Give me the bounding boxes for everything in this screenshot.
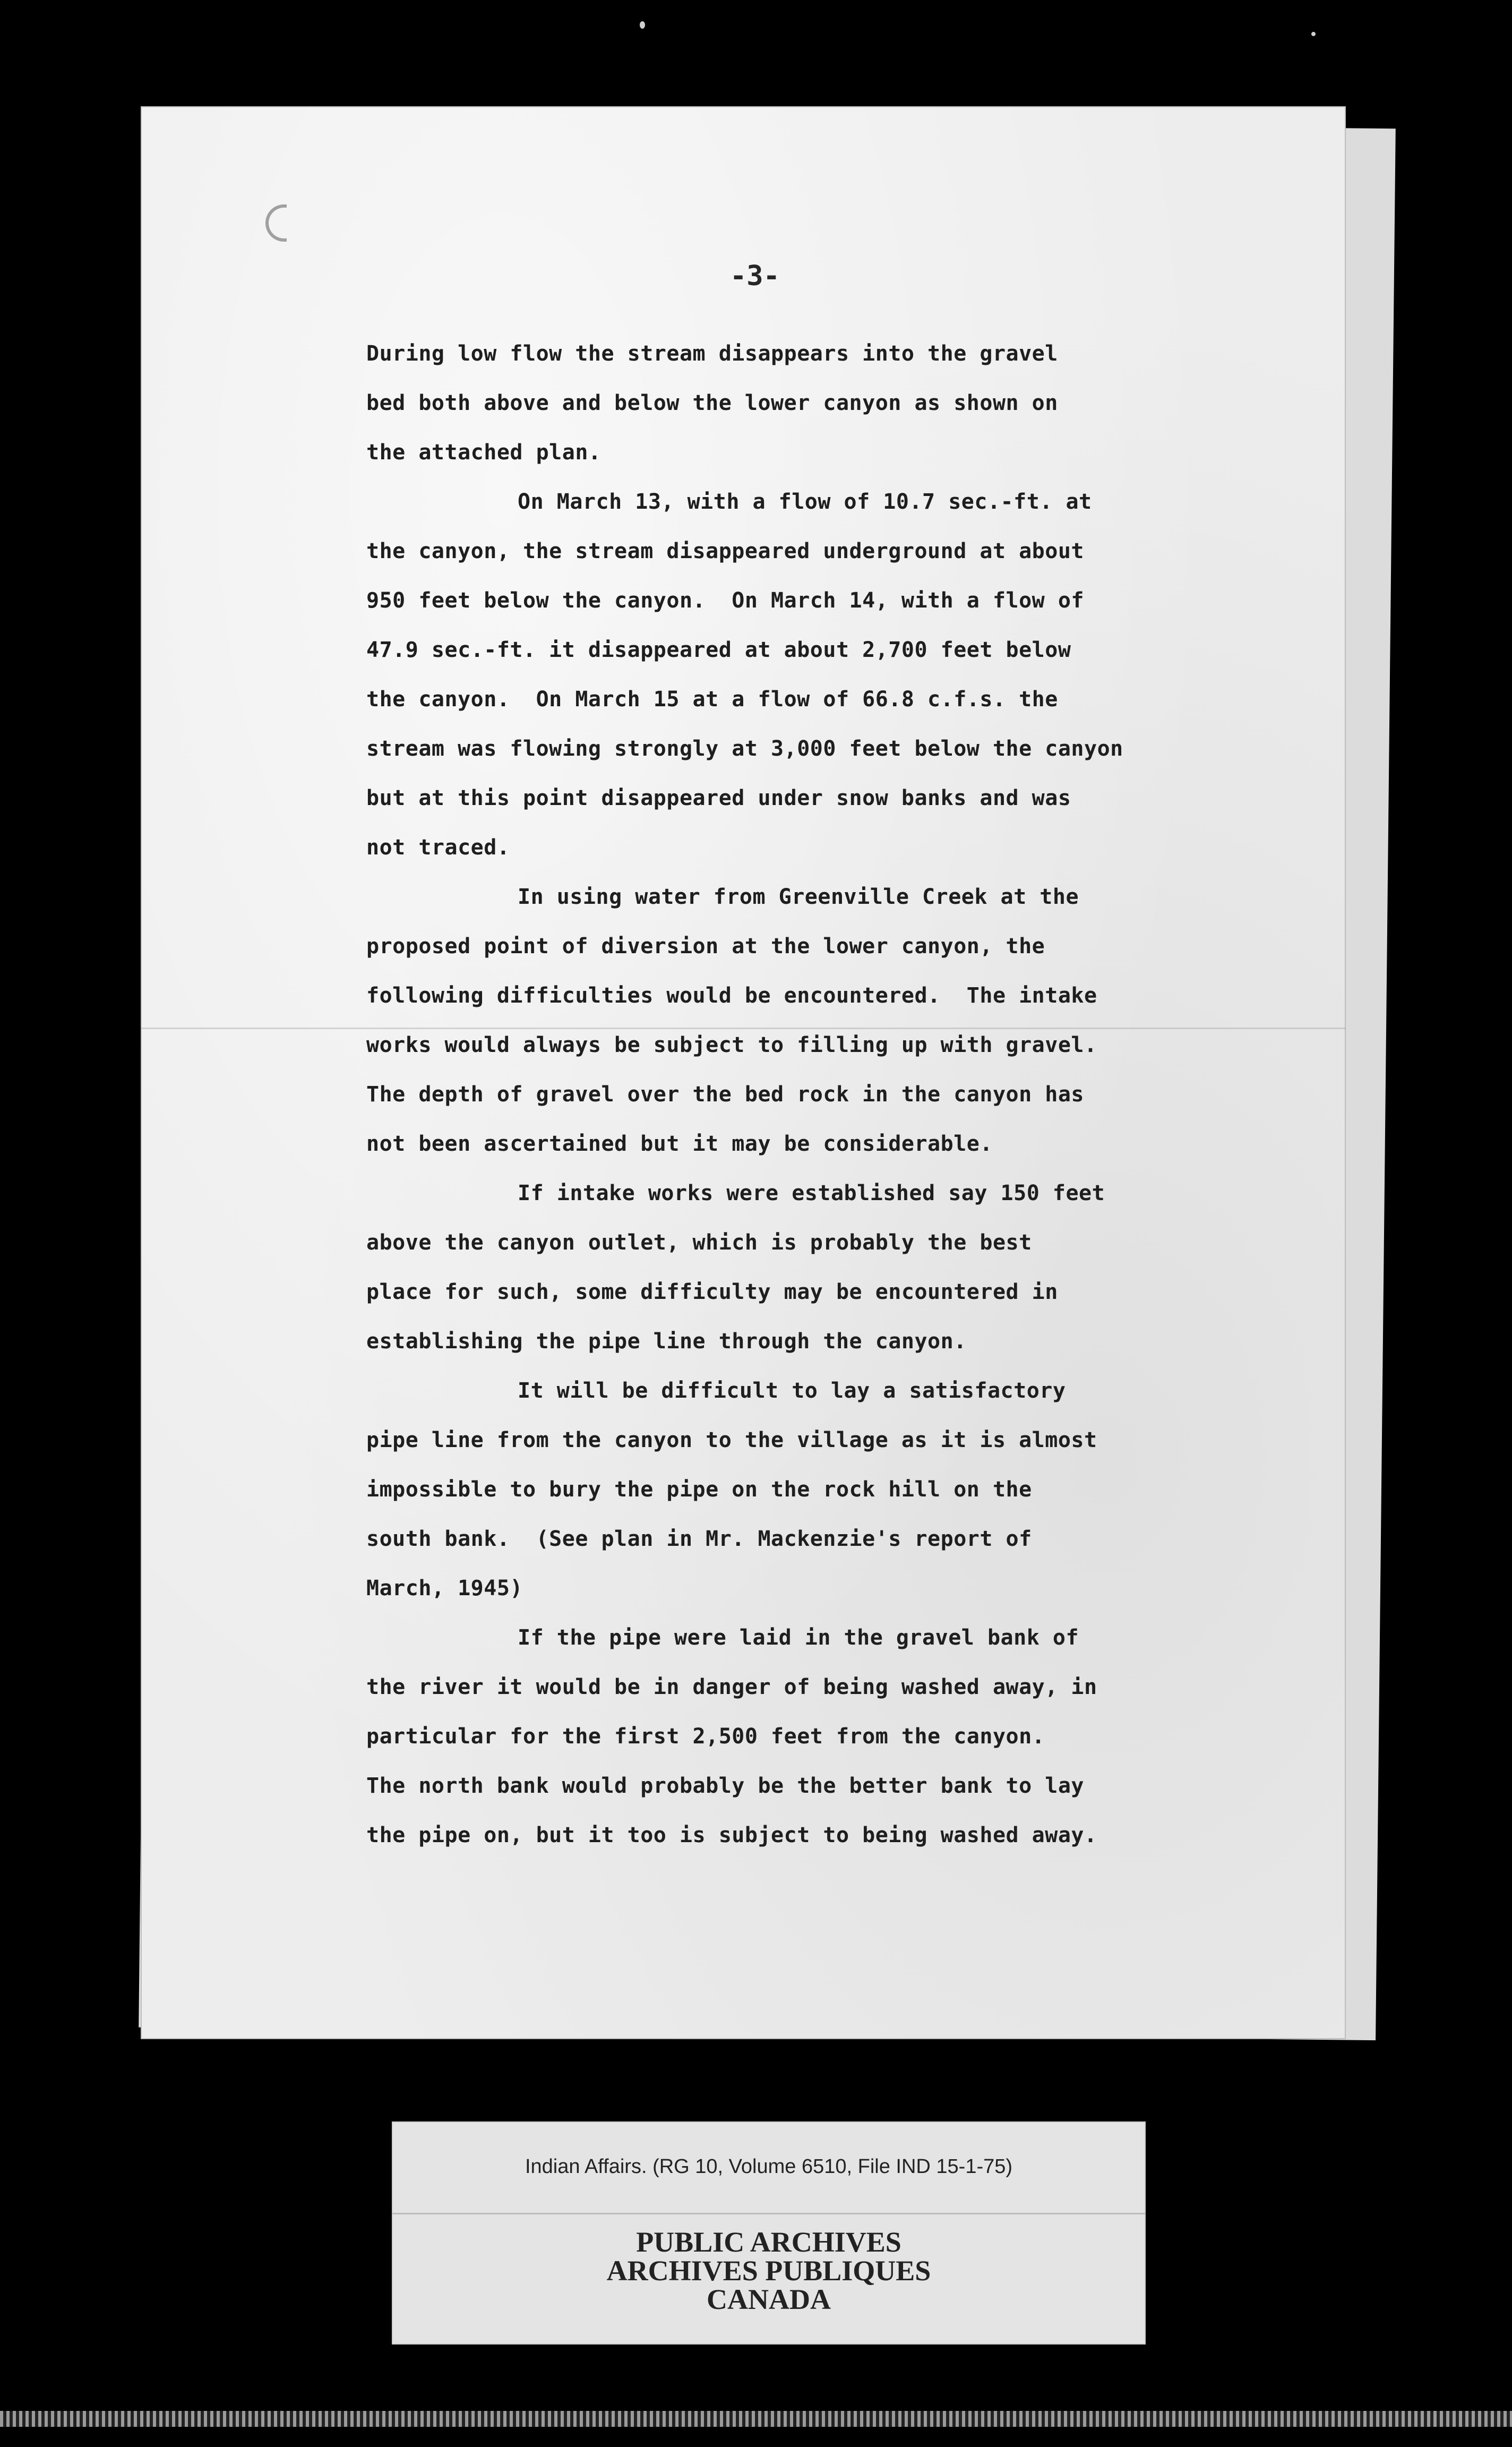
- stamp-line-country: CANADA: [707, 2283, 831, 2315]
- text-line: the canyon, the stream disappeared underground at about: [366, 539, 1085, 563]
- text-line: During low flow the stream disappears into the gravel: [366, 341, 1058, 366]
- film-speck: [640, 21, 645, 29]
- archive-label-card: [392, 2121, 1146, 2345]
- text-line: 950 feet below the canyon. On March 14, with a flow of: [366, 588, 1085, 613]
- text-line: the attached plan.: [366, 440, 602, 465]
- archive-stamp: [392, 2228, 1146, 2314]
- text-line: particular for the first 2,500 feet from the canyon.: [366, 1724, 1045, 1749]
- page-number: -3-: [730, 260, 780, 292]
- text-line: The north bank would probably be the better bank to lay: [366, 1774, 1085, 1798]
- text-line: bed both above and below the lower canyon as shown on: [366, 391, 1058, 415]
- text-line: south bank. (See plan in Mr. Mackenzie's report of: [366, 1527, 1032, 1551]
- text-line: place for such, some difficulty may be encountered in: [366, 1280, 1058, 1304]
- text-line: 47.9 sec.-ft. it disappeared at about 2,700 feet below: [366, 638, 1071, 662]
- film-speck: [1311, 32, 1316, 36]
- typed-text-body: [366, 329, 1322, 1860]
- text-line: above the canyon outlet, which is probably the best: [366, 1230, 1032, 1255]
- text-line: If the pipe were laid in the gravel bank of: [518, 1625, 1079, 1650]
- text-line: On March 13, with a flow of 10.7 sec.-ft. at: [518, 490, 1092, 514]
- label-divider: [392, 2213, 1146, 2214]
- text-line: In using water from Greenville Creek at the: [518, 885, 1079, 909]
- text-line: the river it would be in danger of being washed away, in: [366, 1675, 1097, 1699]
- text-line: It will be difficult to lay a satisfactory: [518, 1379, 1066, 1403]
- text-line: pipe line from the canyon to the village as it is almost: [366, 1428, 1097, 1452]
- text-line: proposed point of diversion at the lower canyon, the: [366, 934, 1045, 959]
- text-line: following difficulties would be encountered. The intake: [366, 983, 1097, 1008]
- archive-source-reference: Indian Affairs. (RG 10, Volume 6510, File IND 15-1-75): [525, 2155, 1013, 2178]
- text-line: If intake works were established say 150 feet: [518, 1181, 1105, 1205]
- text-line: stream was flowing strongly at 3,000 feet below the canyon: [366, 737, 1123, 761]
- label-source-row: [392, 2121, 1146, 2212]
- text-line: The depth of gravel over the bed rock in the canyon has: [366, 1082, 1085, 1107]
- text-line: not been ascertained but it may be considerable.: [366, 1132, 993, 1156]
- text-line: but at this point disappeared under snow banks and was: [366, 786, 1071, 810]
- text-line: establishing the pipe line through the canyon.: [366, 1329, 967, 1354]
- text-line: March, 1945): [366, 1576, 523, 1601]
- text-line: the canyon. On March 15 at a flow of 66.8 c.f.s. the: [366, 687, 1058, 712]
- text-line: the pipe on, but it too is subject to being washed away.: [366, 1823, 1097, 1847]
- stamp-line-fr: ARCHIVES PUBLIQUES: [606, 2255, 931, 2287]
- text-line: works would always be subject to filling up with gravel.: [366, 1033, 1097, 1057]
- text-line: impossible to bury the pipe on the rock hill on the: [366, 1477, 1032, 1502]
- film-edge-strip: [0, 2411, 1512, 2427]
- text-line: not traced.: [366, 835, 510, 860]
- stamp-line-en: PUBLIC ARCHIVES: [636, 2226, 901, 2258]
